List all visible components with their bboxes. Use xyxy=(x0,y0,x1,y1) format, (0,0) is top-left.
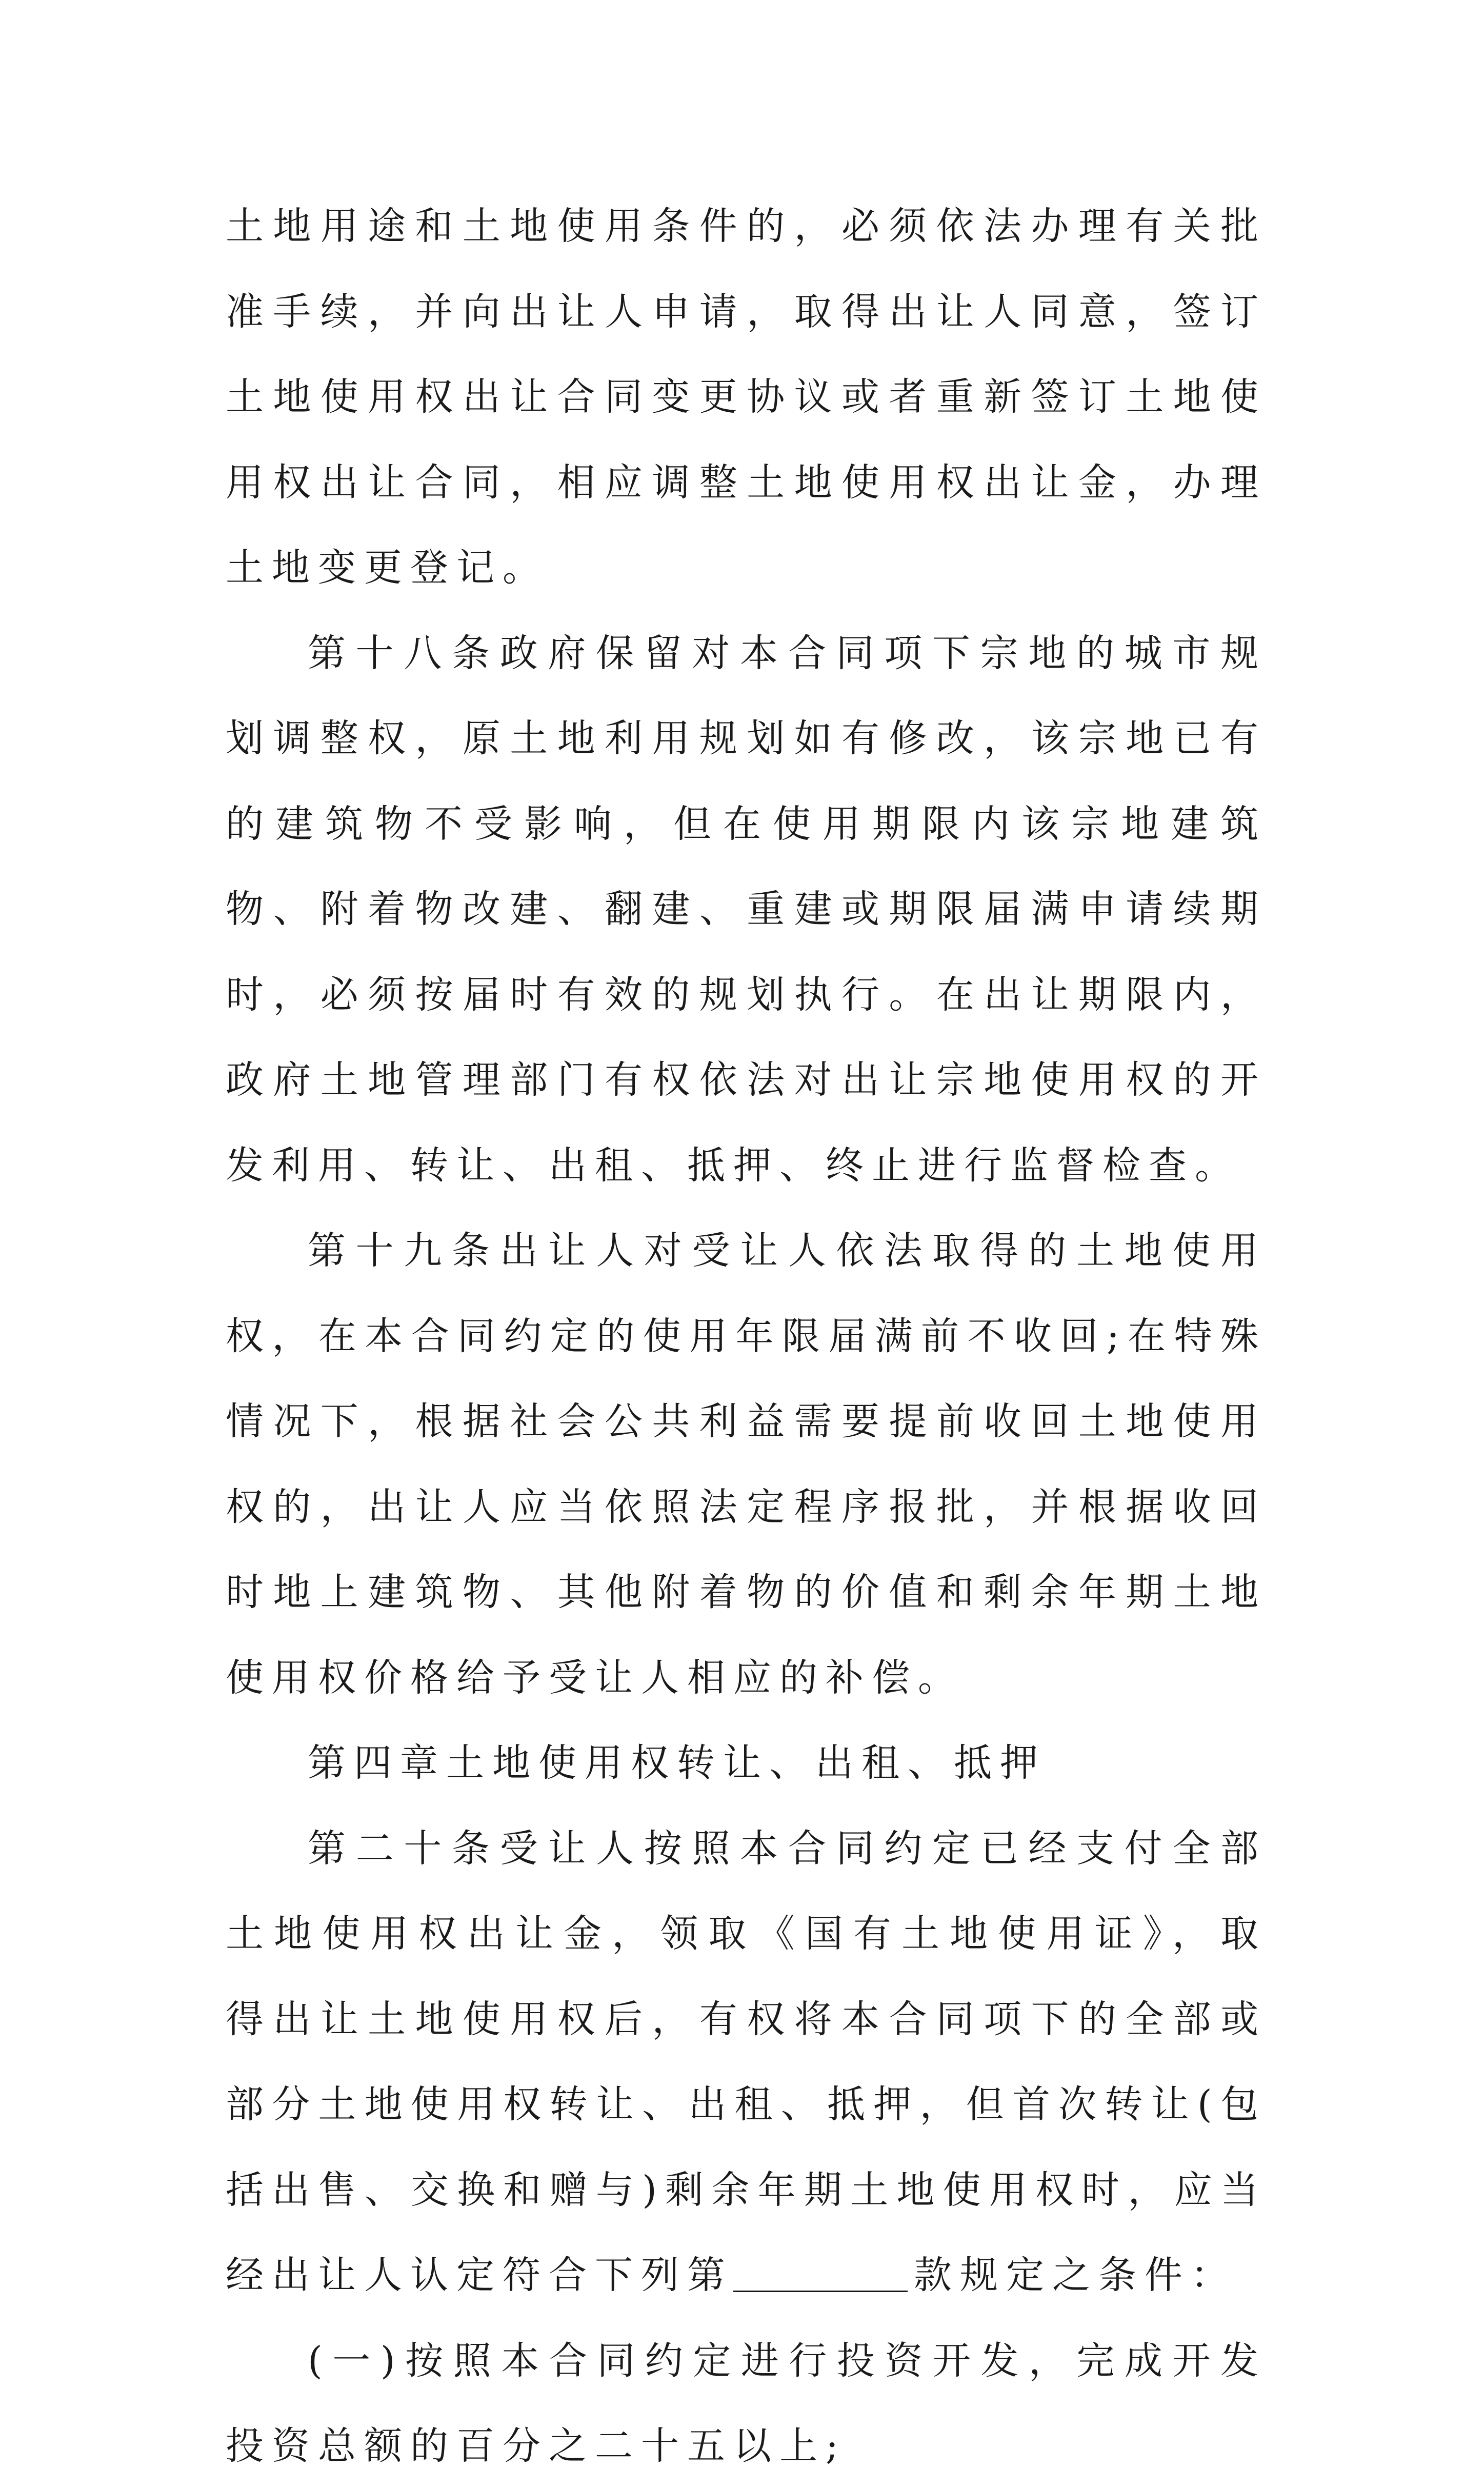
article-20-paragraph xyxy=(226,1806,1267,2318)
article-18-paragraph: 第十八条政府保留对本合同项下宗地的城市规划调整权，原土地利用规划如有修改，该宗地已有的建筑物不受影响，但在使用期限内该宗地建筑物、附着物改建、翻建、重建或期限届满申请续期时，必须按届时有效的规划执行。在出让期限内，政府土地管理部门有权依法对出让宗地使用权的开发利用、转让、出租、抵押、终止进行监督检查。 xyxy=(226,631,1267,1188)
article-20-text-before-blank: 第二十条受让人按照本合同约定已经支付全部土地使用权出让金，领取《国有土地使用证》，取得出让土地使用权后，有权将本合同项下的全部或部分土地使用权转让、出租、抵押，但首次转让(包括出售、交换和赠与)剩余年期土地使用权时，应当经出让人认定符合下列第 xyxy=(226,1826,1267,2297)
document-page xyxy=(226,184,1267,2489)
article-19-paragraph: 第十九条出让人对受让人依法取得的土地使用权，在本合同约定的使用年限届满前不收回;在特殊情况下，根据社会公共利益需要提前收回土地使用权的，出让人应当依照法定程序报批，并根据收回时地上建筑物、其他附着物的价值和剩余年期土地使用权价格给予受让人相应的补偿。 xyxy=(226,1229,1267,1700)
condition-1-paragraph: (一)按照本合同约定进行投资开发，完成开发投资总额的百分之二十五以上; xyxy=(226,2338,1267,2468)
article-20-text-after-blank: 款规定之条件： xyxy=(914,2253,1237,2297)
fill-in-blank xyxy=(733,2255,908,2292)
chapter-4-heading: 第四章土地使用权转让、出租、抵押 xyxy=(308,1741,1046,1785)
paragraph-continuation: 土地用途和土地使用条件的，必须依法办理有关批准手续，并向出让人申请，取得出让人同意，签订土地使用权出让合同变更协议或者重新签订土地使用权出让合同，相应调整土地使用权出让金，办理土地变更登记。 xyxy=(226,204,1267,590)
